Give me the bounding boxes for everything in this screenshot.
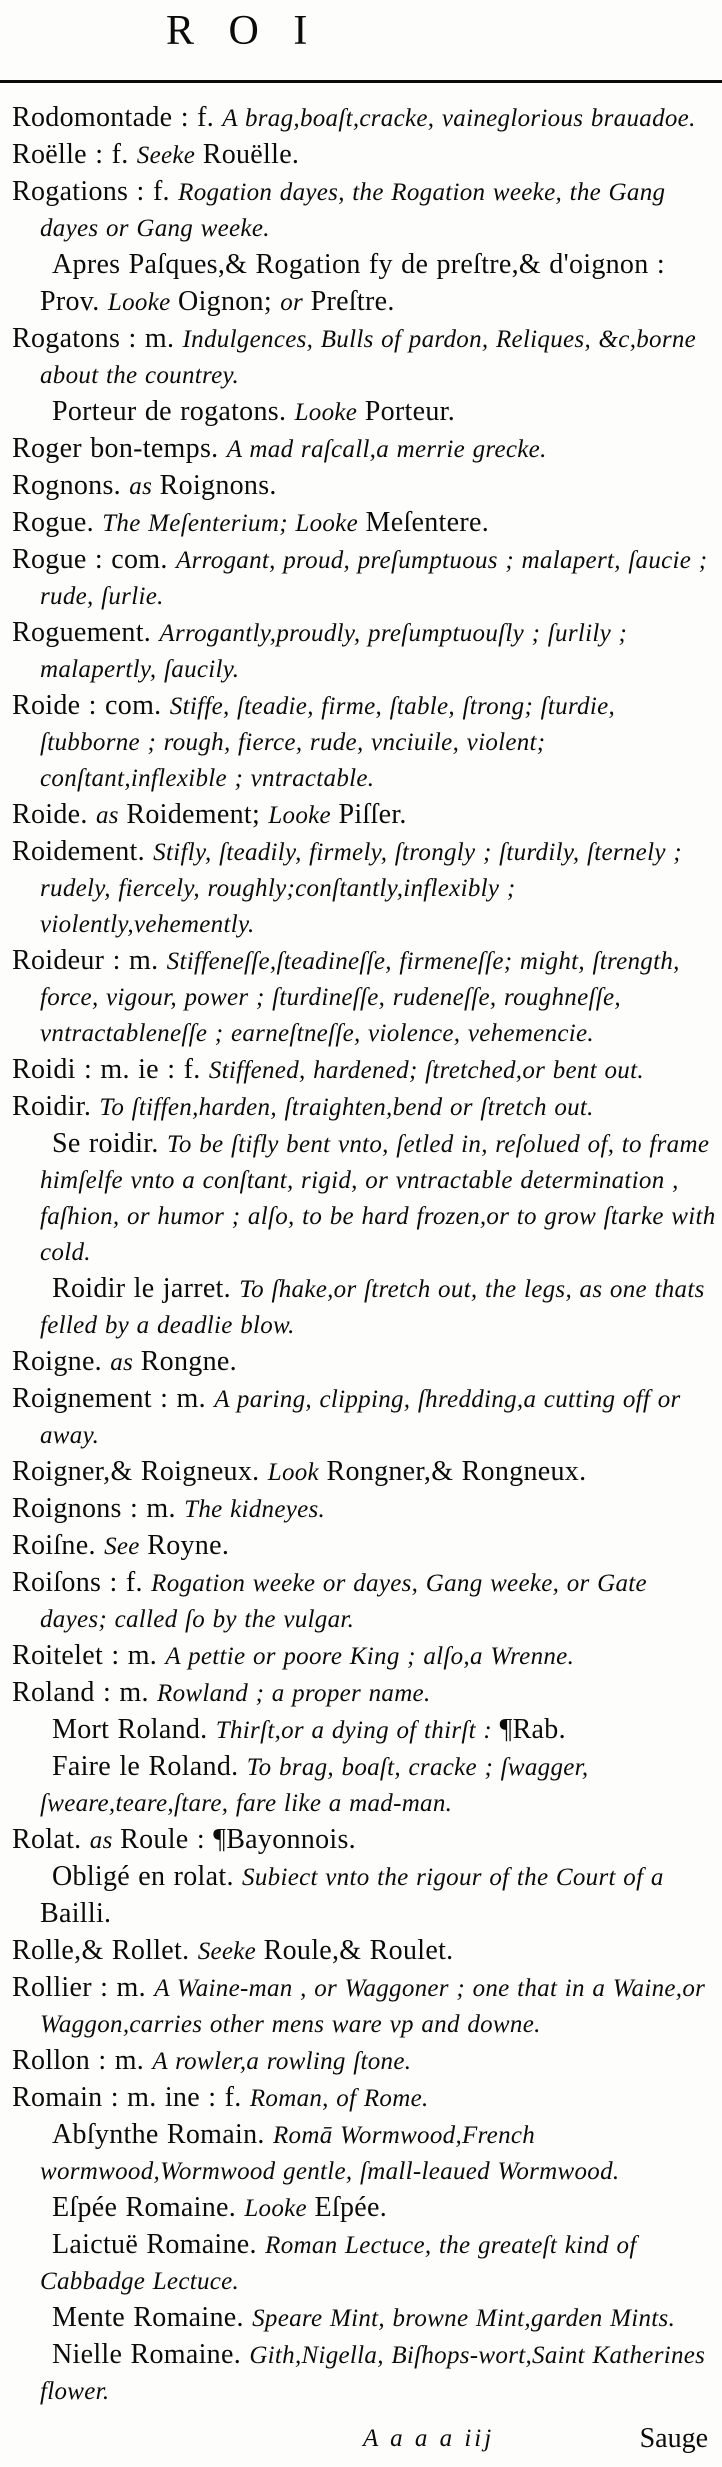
dictionary-entry: [6, 2228, 718, 2301]
entry-headword: Roide.: [12, 799, 96, 830]
entry-headword: Roideur : m.: [12, 945, 167, 976]
dictionary-entry: [6, 1345, 718, 1382]
dictionary-entry: [6, 1529, 718, 1566]
entry-headword: Rogations : f.: [12, 176, 179, 207]
entry-text: Rongner,& Rongneux.: [326, 1456, 587, 1487]
entry-headword: Rogue : com.: [12, 544, 176, 575]
dictionary-entry: [6, 1639, 718, 1676]
entry-text: Stiffened, hardened; ſtretched,or bent out.: [208, 1057, 644, 1084]
entry-headword: Rogue.: [12, 507, 103, 538]
catchword: Sauge: [639, 2423, 708, 2454]
entries-list: [6, 101, 718, 2411]
entry-headword: Se roidir.: [52, 1128, 167, 1159]
entry-headword: Roidir le jarret.: [52, 1273, 240, 1304]
dictionary-entry: [6, 1676, 718, 1713]
entry-headword: Nielle Romaine.: [52, 2339, 250, 2370]
entry-text: as: [129, 473, 160, 500]
entry-text: Royne.: [147, 1530, 230, 1561]
entry-headword: Rogatons : m.: [12, 323, 183, 354]
entry-headword: Romain : m. ine : f.: [12, 2082, 250, 2113]
entry-text: A brag,boaſt,cracke, vaineglorious brauadoe.: [222, 105, 696, 132]
entry-text: Roidement;: [126, 799, 269, 830]
dictionary-entry: [6, 798, 718, 835]
entry-text: Indulgences, Bulls of pardon, Reliques, &c,borne about the countrey.: [40, 326, 697, 389]
entry-headword: Eſpée Romaine.: [52, 2192, 245, 2223]
entry-text: Preſtre.: [310, 286, 395, 317]
entry-headword: Rollier : m.: [12, 1972, 155, 2003]
entry-headword: Roignement : m.: [12, 1383, 215, 1414]
entry-headword: Roidement.: [12, 836, 154, 867]
entry-text: Roule,& Roulet.: [263, 1935, 454, 1966]
entry-text: A pettie or poore King ; alſo,a Wrenne.: [165, 1643, 575, 1670]
dictionary-entry: [6, 1272, 718, 1345]
entry-text: Roule : ¶Bayonnois.: [120, 1824, 356, 1855]
entry-headword: Roignons : m.: [12, 1493, 185, 1524]
entry-text: Roman, of Rome.: [249, 2085, 429, 2112]
entry-headword: Abſynthe Romain.: [52, 2119, 273, 2150]
dictionary-entry: [6, 2044, 718, 2081]
entry-text: A Waine-man , or Waggoner ; one that in a Waine,or Waggon,carries other mens ware vp and downe.: [40, 1975, 706, 2038]
dictionary-entry: [6, 2118, 718, 2191]
entry-text: Eſpée.: [314, 2192, 388, 2223]
entry-text: Arrogantly,proudly, preſumptuouſly ; ſurlily ; malapertly, ſaucily.: [40, 620, 628, 683]
dictionary-entry: [6, 1492, 718, 1529]
entry-headword: Roigner,& Roigneux.: [12, 1456, 268, 1487]
entry-text: as: [89, 1827, 121, 1854]
dictionary-entry: [6, 506, 718, 543]
entry-text: Subiect vnto the rigour of the Court of a: [242, 1864, 664, 1891]
entry-text: A paring, clipping, ſhredding,a cutting off or away.: [40, 1386, 681, 1449]
entry-text: A mad raſcall,a merrie grecke.: [226, 436, 547, 463]
page-title: R O I: [166, 8, 314, 54]
entry-headword: Roide : com.: [12, 690, 170, 721]
dictionary-entry: [6, 944, 718, 1053]
entry-text: Rouëlle.: [202, 139, 300, 170]
entry-text: Looke: [107, 289, 179, 316]
dictionary-entry: [6, 2338, 718, 2411]
entry-text: Roman Lectuce, the greateſt kind of Cabbadge Lectuce.: [40, 2232, 637, 2295]
entry-text: Bailli.: [40, 1898, 112, 1929]
dictionary-entry: [6, 101, 718, 138]
entry-text: Arrogant, proud, preſumptuous ; malapert, ſaucie ; rude, ſurlie.: [40, 547, 708, 610]
entry-text: To ſtiffen,harden, ſtraighten,bend or ſtretch out.: [99, 1094, 594, 1121]
entry-text: Gith,Nigella, Biſhops-wort,Saint Katherines flower.: [40, 2342, 706, 2405]
dictionary-entry: [6, 138, 718, 175]
entry-headword: Rollon : m.: [12, 2045, 153, 2076]
entry-text: Looke: [268, 802, 339, 829]
dictionary-entry: [6, 616, 718, 689]
entry-text: Stiffe, ſteadie, firme, ſtable, ſtrong; ſturdie, ſtubborne ; rough, fierce, rude, vnciuile, violent; conſtant,inflexible ; vntractable.: [40, 693, 616, 792]
entry-text: To be ſtifly bent vnto, ſetled in, reſolued of, to frame himſelfe vnto a conſtant, rigid, or vntractable determination , faſhion, or humor ; alſo, to be hard frozen,or to grow ſtarke with cold.: [40, 1131, 716, 1266]
entry-text: or: [280, 289, 311, 316]
entry-headword: Roiſons : f.: [12, 1567, 152, 1598]
dictionary-entry: [6, 1127, 718, 1272]
dictionary-entry: [6, 1971, 718, 2044]
dictionary-entry: [6, 2191, 718, 2228]
entry-text: Porteur.: [364, 396, 456, 427]
entry-headword: Rolle,& Rollet.: [12, 1935, 198, 1966]
entry-text: Looke: [294, 399, 365, 426]
dictionary-entry: [6, 1382, 718, 1455]
entry-text: Look: [267, 1459, 327, 1486]
entry-text: as: [95, 802, 127, 829]
entry-text: Roignons.: [159, 470, 277, 501]
entry-headword: Mort Roland.: [52, 1714, 216, 1745]
entry-text: See: [104, 1533, 148, 1560]
entry-text: The kidneyes.: [184, 1496, 326, 1523]
entry-headword: Faire le Roland.: [52, 1751, 247, 1782]
entry-text: ¶Rab.: [499, 1714, 566, 1745]
entry-headword: Laictuë Romaine.: [52, 2229, 266, 2260]
dictionary-entry: [6, 1713, 718, 1750]
entry-headword: Apres Paſques,& Rogation fy de preſtre,& d'oignon : Prov.: [40, 249, 665, 317]
dictionary-entry: [6, 1566, 718, 1639]
entry-headword: Roëlle : f.: [12, 139, 137, 170]
dictionary-entry: [6, 395, 718, 432]
entry-headword: Porteur de rogatons.: [52, 396, 295, 427]
entry-text: Thirſt,or a dying of thirſt :: [215, 1717, 500, 1744]
header-divider: [0, 80, 722, 83]
entry-text: A rowler,a rowling ſtone.: [152, 2048, 412, 2075]
dictionary-entry: [6, 1053, 718, 1090]
entry-headword: Obligé en rolat.: [52, 1861, 243, 1892]
dictionary-entry: [6, 1934, 718, 1971]
dictionary-entry: [6, 1090, 718, 1127]
dictionary-entry: [6, 322, 718, 395]
entry-text: Seeke: [197, 1938, 264, 1965]
dictionary-entry: [6, 248, 718, 322]
entry-text: Meſentere.: [365, 507, 490, 538]
entry-text: Rogation weeke or dayes, Gang weeke, or Gate dayes; called ſo by the vulgar.: [40, 1570, 647, 1633]
dictionary-entry: [6, 175, 718, 248]
entry-text: Rongne.: [140, 1346, 237, 1377]
entry-headword: Mente Romaine.: [52, 2302, 253, 2333]
dictionary-entry: [6, 469, 718, 506]
entry-text: To ſhake,or ſtretch out, the legs, as one thats felled by a deadlie blow.: [40, 1276, 705, 1339]
entry-headword: Rognons.: [12, 470, 130, 501]
dictionary-entry: [6, 1860, 718, 1934]
entry-text: Rogation dayes, the Rogation weeke, the Gang dayes or Gang weeke.: [40, 179, 666, 242]
entry-text: as: [110, 1349, 141, 1376]
entry-headword: Roidir.: [12, 1091, 100, 1122]
entry-text: The Meſenterium; Looke: [102, 510, 366, 537]
dictionary-entry: [6, 689, 718, 798]
entry-text: Rowland ; a proper name.: [157, 1680, 431, 1707]
entry-headword: Roitelet : m.: [12, 1640, 166, 1671]
entry-headword: Roger bon-temps.: [12, 433, 227, 464]
dictionary-entry: [6, 2081, 718, 2118]
page-footer: [0, 2422, 722, 2467]
entry-text: Stifly, ſteadily, firmely, ſtrongly ; ſturdily, ſternely ; rudely, fiercely, roughly;conſtantly,inflexibly ; violently,vehemently.: [40, 839, 682, 938]
entry-text: Romā Wormwood,French wormwood,Wormwood gentle, ſmall-leaued Wormwood.: [40, 2122, 620, 2185]
entry-headword: Roland : m.: [12, 1677, 158, 1708]
dictionary-entry: [6, 2301, 718, 2338]
page-header: [6, 6, 718, 64]
entry-text: Stiffeneſſe,ſteadineſſe, firmeneſſe; might, ſtrength, force, vigour, power ; ſturdineſſe, rudeneſſe, roughneſſe, vntractableneſſe ; earneſtneſſe, violence, vehemencie.: [40, 948, 680, 1047]
entry-text: Looke: [244, 2195, 315, 2222]
dictionary-entry: [6, 1455, 718, 1492]
entry-text: Seeke: [136, 142, 203, 169]
entry-headword: Roidi : m. ie : f.: [12, 1054, 209, 1085]
entry-headword: Roiſne.: [12, 1530, 105, 1561]
dictionary-entry: [6, 835, 718, 944]
entry-headword: Roigne.: [12, 1346, 111, 1377]
dictionary-entry: [6, 432, 718, 469]
entry-text: To brag, boaſt, cracke ; ſwagger, ſweare,teare,ſtare, fare like a mad-man.: [40, 1754, 589, 1817]
entry-text: Speare Mint, browne Mint,garden Mints.: [252, 2305, 676, 2332]
entry-text: Oignon;: [178, 286, 281, 317]
signature-mark: A a a a iij: [363, 2425, 495, 2452]
dictionary-entry: [6, 543, 718, 616]
entry-headword: Rolat.: [12, 1824, 90, 1855]
entry-headword: Rodomontade : f.: [12, 102, 223, 133]
entry-headword: Roguement.: [12, 617, 160, 648]
entry-text: Piſſer.: [338, 799, 407, 830]
dictionary-entry: [6, 1823, 718, 1860]
dictionary-entry: [6, 1750, 718, 1823]
